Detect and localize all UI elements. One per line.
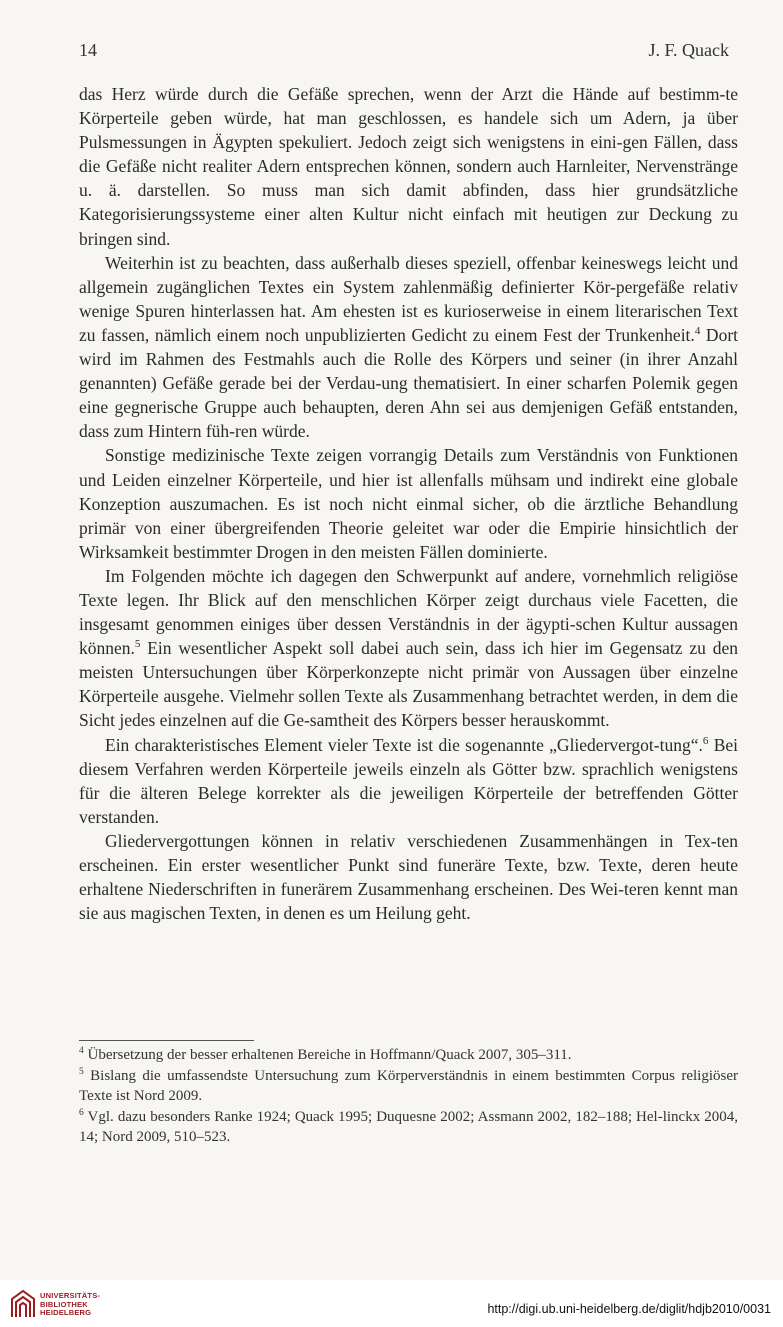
body-paragraph xyxy=(79,829,738,925)
footnote-text: Übersetzung der besser erhaltenen Bereiche in Hoffmann/Quack 2007, 305–311. xyxy=(87,1047,572,1063)
footnote-reference[interactable]: 5 xyxy=(134,638,141,651)
footnote-text: Vgl. dazu besonders Ranke 1924; Quack 1995; Duquesne 2002; Assmann 2002, 182–188; Hel-linckx 2004, 14; Nord 2009, 510–523. xyxy=(79,1108,738,1145)
footnote-reference[interactable]: 4 xyxy=(694,325,701,338)
page-header xyxy=(79,40,729,62)
paragraph-text: Im Folgenden möchte ich dagegen den Schwerpunkt auf andere, vornehmlich religiöse Texte legen. Ihr Blick auf den menschlichen Körper zeigt durchaus viele Facetten, die insgesamt genommen einiges über dessen Verständnis in der ägypti-schen Kultur aussagen können. xyxy=(79,565,738,659)
running-head: J. F. Quack xyxy=(648,40,729,60)
library-logo-icon xyxy=(10,1289,36,1319)
logo-line: BIBLIOTHEK xyxy=(40,1299,88,1309)
paragraph-text: Sonstige medizinische Texte zeigen vorrangig Details zum Verständnis von Funktionen und Leiden einzelner Körperteile, und hier ist allenfalls mühsam und indirekt eine globale Konzeption auszumachen. Es ist noch nicht einmal sicher, ob die ärztliche Behandlung primär von einer übergreifenden Theorie geleitet war oder die Empirie hinsichtlich der Wirksamkeit bestimmter Drogen in den meisten Fällen dominierte. xyxy=(79,445,738,562)
footnote xyxy=(79,1066,738,1107)
footnote-number: 5 xyxy=(79,1066,84,1077)
logo-line: HEIDELBERG xyxy=(40,1308,92,1318)
footnote-number: 6 xyxy=(79,1107,84,1118)
footnote-divider xyxy=(79,1040,254,1041)
paragraph-text: das Herz würde durch die Gefäße sprechen, wenn der Arzt die Hände auf bestimm-te Körperteile geben würde, hat man geschlossen, es handele sich um Adern, ja über Pulsmessungen in Ägypten spekuliert. Jedoch zeigt sich wenigstens in eini-gen Fällen, dass die Gefäße nicht realiter Adern entsprechen können, sondern auch Harnleiter, Nervenstränge u. ä. darstellen. So muss man sich damit abfinden, dass hier grundsätzliche Kategorisierungssysteme einer alten Kultur nicht einfach mit heutigen zur Deckung zu bringen sind. xyxy=(79,84,738,249)
footnotes xyxy=(79,1045,738,1148)
source-url-link[interactable]: http://digi.ub.uni-heidelberg.de/diglit/hdjb2010/0031 xyxy=(487,1302,771,1316)
body-paragraph xyxy=(79,82,738,251)
footnote-reference[interactable]: 6 xyxy=(702,734,709,747)
page-number: 14 xyxy=(79,40,97,60)
main-text xyxy=(79,82,738,925)
library-logo[interactable] xyxy=(10,1289,120,1321)
paragraph-text: Bei diesem Verfahren werden Körperteile jeweils einzeln als Götter bzw. sprachlich wenigstens für die älteren Belege korrekter als die jeweiligen Körperteile der betreffenden Götter verstanden. xyxy=(79,734,738,827)
footnote-text: Bislang die umfassendste Untersuchung zum Körperverständnis in einem bestimmten Corpus religiöser Texte ist Nord 2009. xyxy=(79,1067,739,1104)
library-logo-text xyxy=(40,1292,100,1318)
paragraph-text: Ein charakteristisches Element vieler Texte ist die sogenannte „Gliedervergot-tung“. xyxy=(105,734,703,755)
paragraph-text: Weiterhin ist zu beachten, dass außerhalb dieses speziell, offenbar keineswegs leicht und allgemein zugänglichen Textes ein System zahlenmäßig definierter Kör-pergefäße relativ wenige Spuren hinterlassen hat. Am ehesten ist es kurioserweise in einem literarischen Text zu fassen, nämlich einem noch unpublizierten Gedicht zu einem Fest der Trunkenheit. xyxy=(79,252,738,345)
paragraph-text: Ein wesentlicher Aspekt soll dabei auch sein, dass ich hier im Gegensatz zu den meisten Untersuchungen über Körperkonzepte nicht primär von Aussagen über einzelne Körperteile ausgehe. Vielmehr sollen Texte als Zusammenhang betrachtet werden, in dem die Sicht jedes einzelnen auf die Ge-samtheit des Körpers besser herauskommt. xyxy=(79,638,738,731)
footnote xyxy=(79,1045,738,1066)
body-paragraph xyxy=(79,251,738,444)
footnote xyxy=(79,1107,738,1148)
body-paragraph xyxy=(79,443,738,563)
paragraph-text: Gliedervergottungen können in relativ verschiedenen Zusammenhängen in Tex-ten erscheinen. Ein erster wesentlicher Punkt sind funeräre Texte, bzw. Texte, deren heute erhaltene Niederschriften in funerärem Zusammenhang erscheinen. Des Wei-teren kennt man sie aus magischen Texten, in denen es um Heilung geht. xyxy=(79,830,738,924)
logo-line: UNIVERSITÄTS- xyxy=(40,1291,101,1300)
body-paragraph xyxy=(79,733,738,829)
body-paragraph xyxy=(79,564,738,733)
paragraph-text: Dort wird im Rahmen des Festmahls auch die Rolle des Körpers und seiner (in ihrer Anzahl genannten) Gefäße gerade bei der Verdau-ung thematisiert. In einer scharfen Polemik gegen eine gegnerische Gruppe auch behaupten, deren Ahn sei aus demjenigen Gefäß entstanden, dass zum Hintern füh-ren würde. xyxy=(79,324,739,442)
footnote-number: 4 xyxy=(79,1046,84,1056)
